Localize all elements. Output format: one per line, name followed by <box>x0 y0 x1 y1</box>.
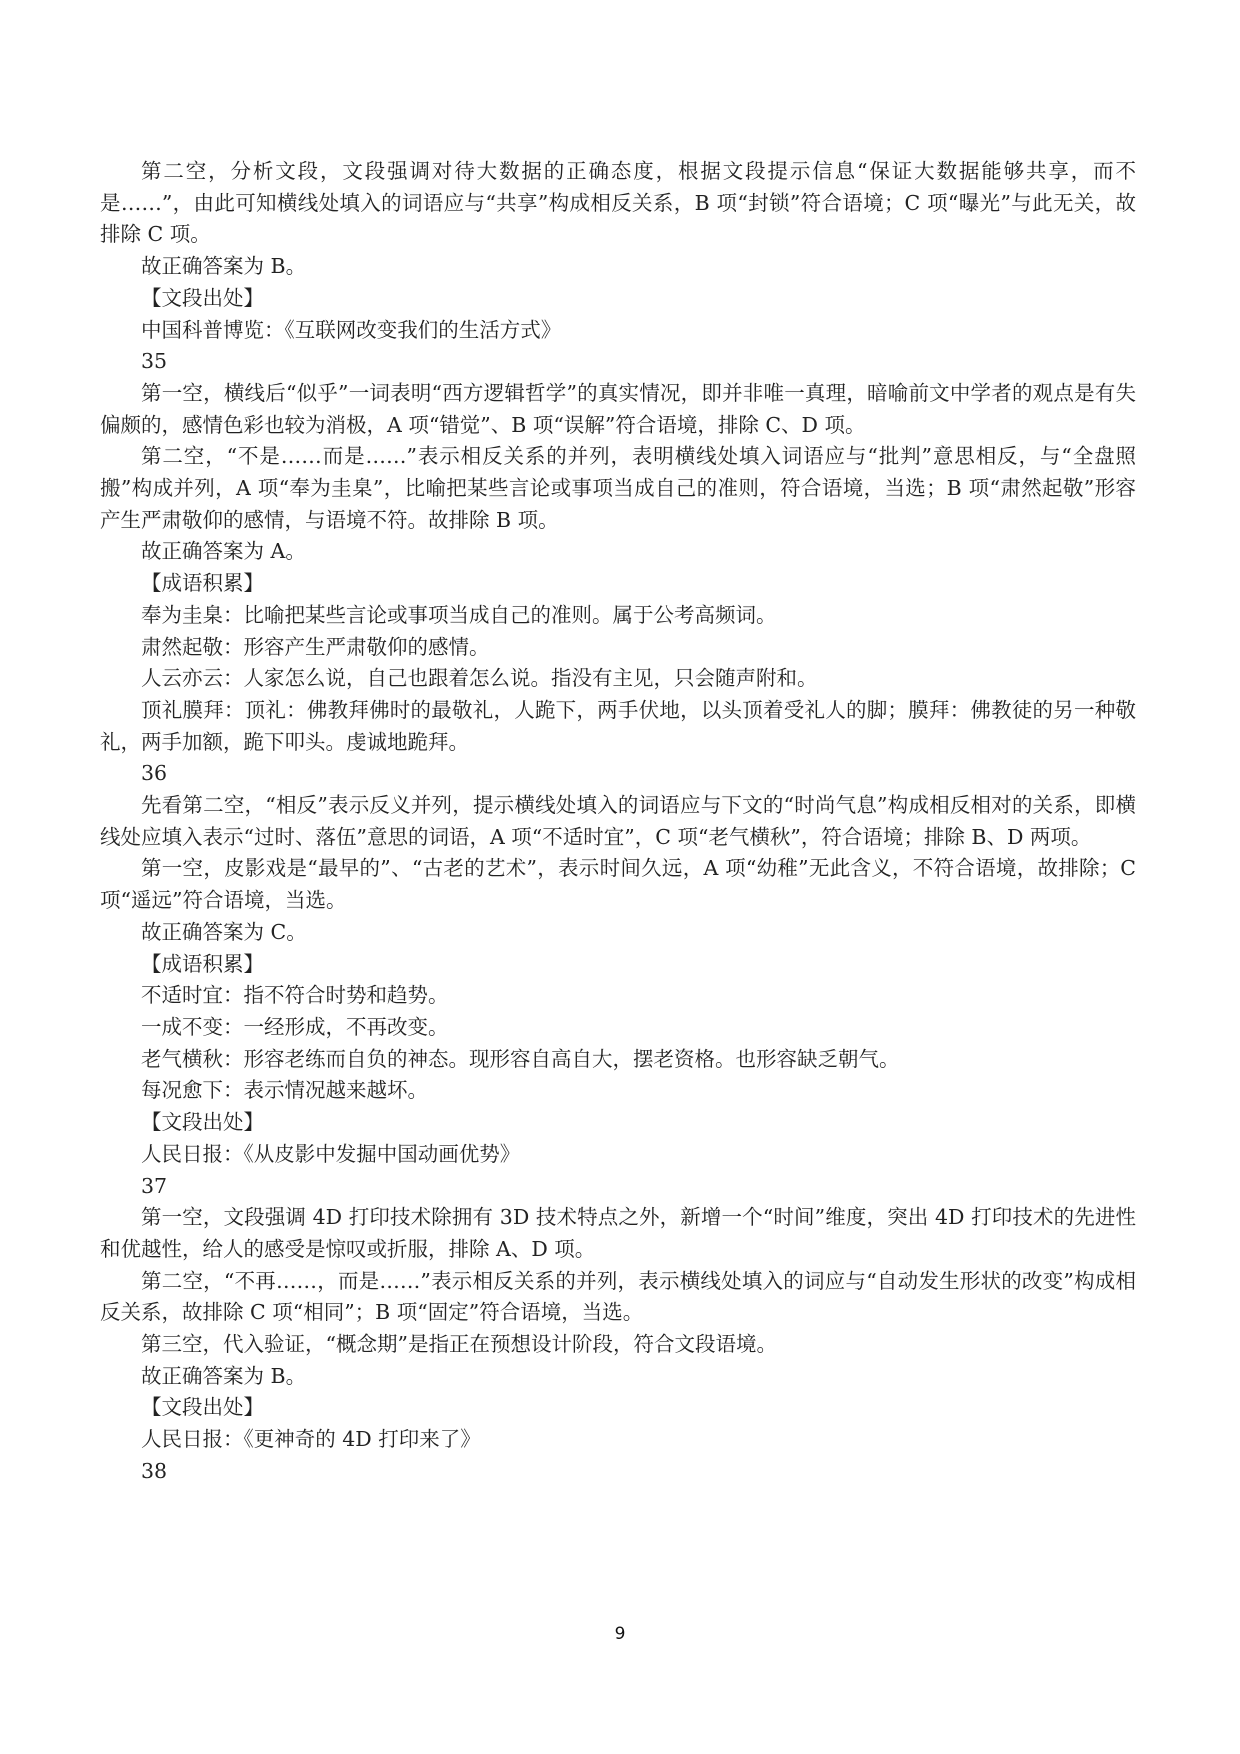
idiom-entry: 人云亦云：人家怎么说，自己也跟着怎么说。指没有主见，只会随声附和。 <box>141 666 818 691</box>
idiom-entry: 每况愈下：表示情况越来越坏。 <box>141 1078 428 1103</box>
paragraph-37-blank2-analysis: 第二空，“不再……，而是……”表示相反关系的并列，表示横线处填入的词应与“自动发生形状的改变”构成相反关系，故排除 C 项“相同”；B 项“固定”符合语境，当选。 <box>100 1268 1136 1325</box>
paragraph-36-blank1-analysis: 第一空，皮影戏是“最早的”、“古老的艺术”，表示时间久远，A 项“幼稚”无此含义，不符合语境，故排除；C 项“遥远”符合语境，当选。 <box>100 856 1136 913</box>
idiom-entry: 不适时宜：指不符合时势和趋势。 <box>141 983 449 1008</box>
paragraph-37-blank3-analysis: 第三空，代入验证，“概念期”是指正在预想设计阶段，符合文段语境。 <box>141 1332 777 1357</box>
idiom-entry: 奉为圭臬：比喻把某些言论或事项当成自己的准则。属于公考高频词。 <box>141 602 777 627</box>
paragraph-36-blank2-analysis: 先看第二空，“相反”表示反义并列，提示横线处填入的词语应与下文的“时尚气息”构成相反相对的关系，即横线处应填入表示“过时、落伍”意思的词语，A 项“不适时宜”，C 项“老气横秋”，符合语境；排除 B、D 两项。 <box>100 793 1136 849</box>
section-heading-source: 【文段出处】 <box>141 1110 264 1135</box>
section-heading-source: 【文段出处】 <box>141 1395 264 1420</box>
section-heading-source: 【文段出处】 <box>141 285 264 310</box>
answer-36: 故正确答案为 C。 <box>141 919 307 944</box>
idiom-entry: 一成不变：一经形成，不再改变。 <box>141 1014 449 1039</box>
question-number-35: 35 <box>141 349 168 374</box>
question-number-37: 37 <box>141 1173 168 1198</box>
source-36: 人民日报：《从皮影中发掘中国动画优势》 <box>141 1141 521 1166</box>
answer-37: 故正确答案为 B。 <box>141 1363 307 1388</box>
question-number-36: 36 <box>141 761 168 786</box>
idiom-entry: 顶礼膜拜：顶礼：佛教拜佛时的最敬礼，人跪下，两手伏地，以头顶着受礼人的脚；膜拜：佛教徒的另一种敬礼，两手加额，跪下叩头。虔诚地跪拜。 <box>100 697 1136 754</box>
idiom-entry: 肃然起敬：形容产生严肃敬仰的感情。 <box>141 634 490 659</box>
question-number-38: 38 <box>141 1458 168 1483</box>
answer-34: 故正确答案为 B。 <box>141 254 307 279</box>
section-heading-idioms: 【成语积累】 <box>141 951 264 976</box>
idiom-entry: 老气横秋：形容老练而自负的神态。现形容自高自大，摆老资格。也形容缺乏朝气。 <box>141 1046 900 1071</box>
paragraph-35-blank2-analysis: 第二空，“不是……而是……”表示相反关系的并列，表明横线处填入词语应与“批判”意思相反，与“全盘照搬”构成并列，A 项“奉为圭臬”，比喻把某些言论或事项当成自己的准则，符合语境，当选；B 项“肃然起敬”形容产生严肃敬仰的感情，与语境不符。故排除 B 项。 <box>100 444 1136 532</box>
page-number: 9 <box>614 1624 626 1644</box>
paragraph-34-blank2-analysis: 第二空，分析文段，文段强调对待大数据的正确态度，根据文段提示信息“保证大数据能够共享，而不是……”，由此可知横线处填入的词语应与“共享”构成相反关系，B 项“封锁”符合语境；C 项“曝光”与此无关，故排除 C 项。 <box>100 159 1136 247</box>
source-34: 中国科普博览：《互联网改变我们的生活方式》 <box>141 317 562 342</box>
paragraph-35-blank1-analysis: 第一空，横线后“似乎”一词表明“西方逻辑哲学”的真实情况，即并非唯一真理，暗喻前文中学者的观点是有失偏颇的，感情色彩也较为消极，A 项“错觉”、B 项“误解”符合语境，排除 C、D 项。 <box>100 380 1136 437</box>
paragraph-37-blank1-analysis: 第一空，文段强调 4D 打印技术除拥有 3D 技术特点之外，新增一个“时间”维度，突出 4D 打印技术的先进性和优越性，给人的感受是惊叹或折服，排除 A、D 项。 <box>100 1205 1136 1261</box>
section-heading-idioms: 【成语积累】 <box>141 571 264 596</box>
document-body <box>100 156 1136 1488</box>
source-37: 人民日报：《更神奇的 4D 打印来了》 <box>141 1427 481 1452</box>
answer-35: 故正确答案为 A。 <box>141 539 306 564</box>
